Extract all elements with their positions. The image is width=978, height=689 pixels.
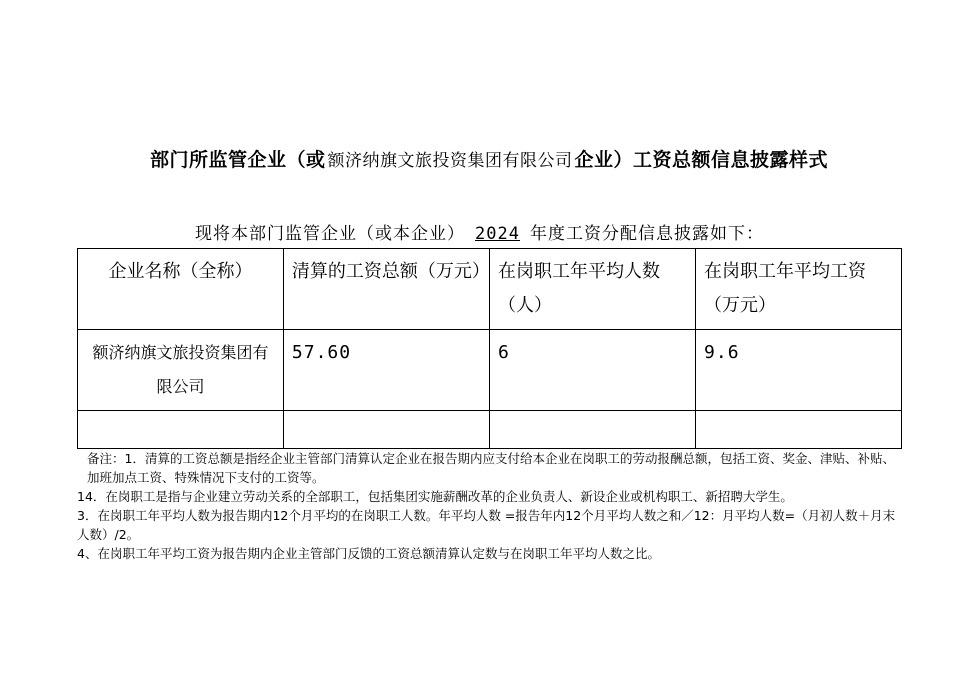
table-header-row [78,249,902,330]
table-empty-row [78,411,902,449]
notes [77,449,907,563]
cell-total-wage: 57.60 [283,330,489,411]
document-title [0,145,978,172]
intro-line [195,219,764,244]
cell-avg-wage: 9.6 [696,330,902,411]
title-company: 额济纳旗文旅投资集团有限公司 [327,151,573,171]
empty-cell [78,411,284,449]
cell-avg-count: 6 [490,330,696,411]
header-avg-count: 在岗职工年平均人数（人） [490,249,696,330]
intro-year: 2024 [475,224,520,244]
note-3: 3．在岗职工年平均人数为报告期内12个月平均的在岗职工人数。年平均人数 =报告年内12个月平均人数之和／12：月平均人数=（月初人数＋月末人数）/2。 [77,508,896,542]
title-part1: 部门所监管企业（或 [149,149,326,171]
header-company-name: 企业名称（全称） [78,249,284,330]
table-row [78,330,902,411]
wage-table [77,248,902,449]
title-part2: 企业）工资总额信息披露样式 [574,149,829,171]
empty-cell [490,411,696,449]
header-total-wage: 清算的工资总额（万元） [283,249,489,330]
intro-suffix: 年度工资分配信息披露如下： [529,224,764,244]
note-1: 备注：1．清算的工资总额是指经企业主管部门清算认定企业在报告期内应支付给本企业在岗职工的劳动报酬总额，包括工资、奖金、津贴、补贴、加班加点工资、特殊情况下支付的工资等。 [87,451,895,485]
cell-company-name: 额济纳旗文旅投资集团有限公司 [78,330,284,411]
intro-prefix: 现将本部门监管企业（或本企业） [195,224,465,244]
empty-cell [696,411,902,449]
note-2: 14．在岗职工是指与企业建立劳动关系的全部职工，包括集团实施薪酬改革的企业负责人、新设企业或机构职工、新招聘大学生。 [77,489,793,504]
note-4: 4、在岗职工年平均工资为报告期内企业主管部门反馈的工资总额清算认定数与在岗职工年平均人数之比。 [77,546,660,561]
empty-cell [283,411,489,449]
header-avg-wage: 在岗职工年平均工资（万元） [696,249,902,330]
